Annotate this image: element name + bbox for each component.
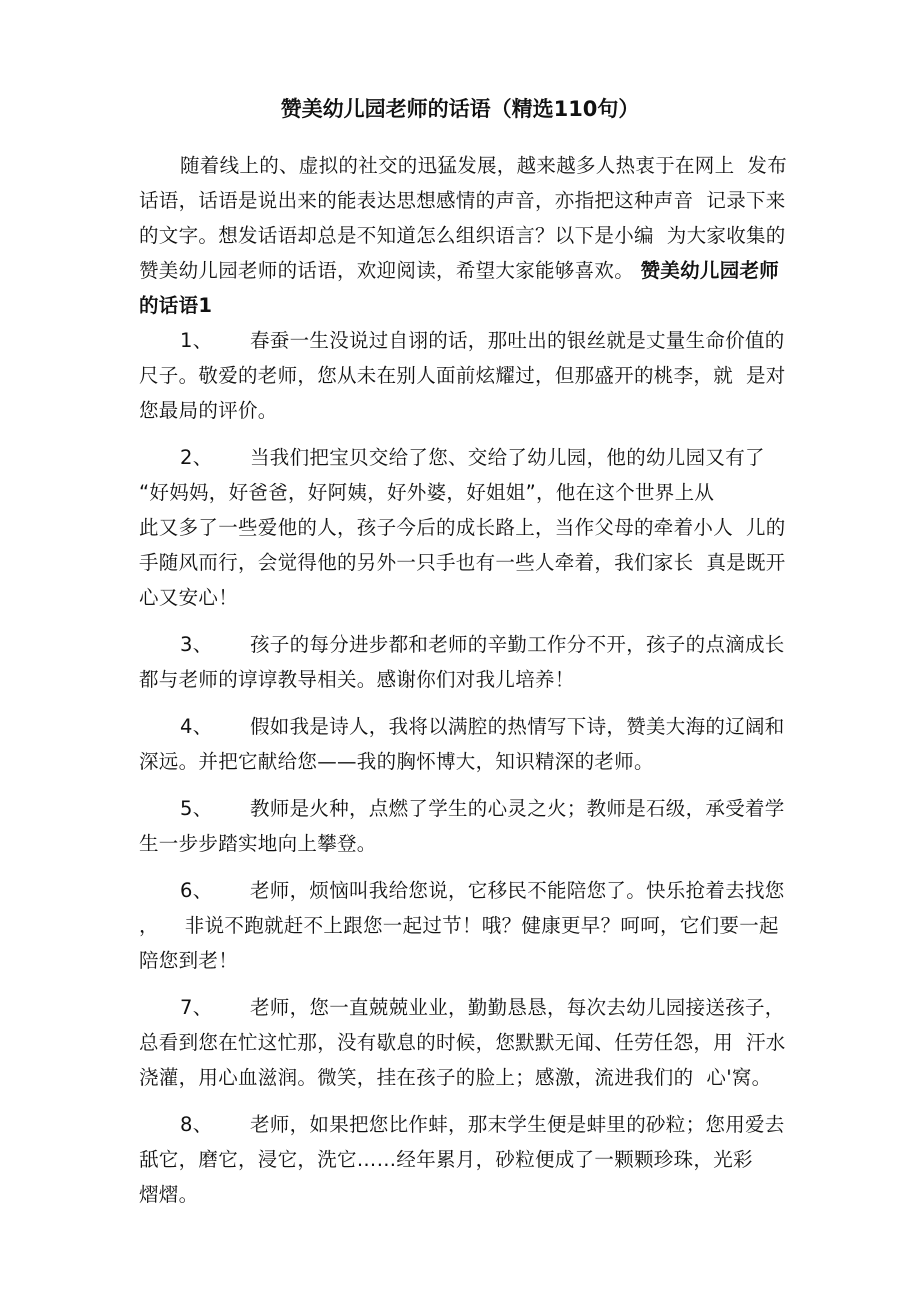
- document-title: 赞美幼儿园老师的话语（精选110句）: [280, 97, 640, 121]
- item-text: 教师是火种，点燃了学生的心灵之火；教师是石级，承受着学: [250, 797, 785, 820]
- list-item-line: “好妈妈，好爸爸，好阿姨，好外婆，好姐姐”，他在这个世界上从: [139, 481, 715, 504]
- list-item-line: 您最局的评价。: [139, 399, 278, 422]
- list-item-first-line: [139, 791, 811, 826]
- item-number: 5、: [180, 797, 213, 820]
- list-item-first-line: [139, 627, 811, 662]
- list-item-line: 尺子。敬爱的老师，您从未在别人面前炫耀过，但那盛开的桃李，就 是对: [139, 364, 786, 387]
- item-number: 7、: [180, 996, 213, 1019]
- list-item-line: 此又多了一些爱他的人，孩子今后的成长路上，当作父母的牵着小人 儿的: [139, 516, 786, 539]
- list-item-line: 深远。并把它献给您——我的胸怀博大，知识精深的老师。: [139, 750, 654, 773]
- list-item-line: 舐它，磨它，浸它，洗它……经年累月，砂粒便成了一颗颗珍珠，光彩: [139, 1148, 753, 1171]
- intro-line: 的文字。想发话语却总是不知道怎么组织语言？以下是小编 为大家收集的: [139, 224, 786, 247]
- document-body: [139, 148, 811, 1212]
- item-text: 老师，如果把您比作蚌，那末学生便是蚌里的砂粒；您用爱去: [250, 1113, 785, 1136]
- list-item-first-line: [139, 323, 811, 358]
- item-text: 老师，您一直兢兢业业，勤勤恳恳，每次去幼儿园接送孩子，: [250, 996, 785, 1019]
- item-number: 1、: [180, 329, 213, 352]
- list-item-line: 陪您到老！: [139, 949, 239, 972]
- list-item-first-line: [139, 1107, 811, 1142]
- list-item-first-line: [139, 990, 811, 1025]
- list-item-line: 生一步步踏实地向上攀登。: [139, 832, 377, 855]
- list-item-first-line: [139, 440, 811, 475]
- item-number: 2、: [180, 446, 213, 469]
- item-number: 3、: [180, 633, 213, 656]
- intro-line: [139, 253, 811, 288]
- item-text: 老师，烦恼叫我给您说，它移民不能陪您了。快乐抢着去找您: [250, 879, 785, 902]
- list-item-line: ， 非说不跑就赶不上跟您一起过节！哦？健康更早？呵呵，它们要一起: [139, 914, 779, 937]
- item-text: 孩子的每分进步都和老师的辛勤工作分不开，孩子的点滴成长: [250, 633, 785, 656]
- item-text: 假如我是诗人，我将以满腔的热情写下诗，赞美大海的辽阔和: [250, 715, 785, 738]
- item-number: 6、: [180, 879, 213, 902]
- list-item-first-line: [139, 709, 811, 744]
- list-item-line: 都与老师的谆谆教导相关。感谢你们对我儿培养！: [139, 668, 575, 691]
- list-item-line: 心又安心！: [139, 586, 239, 609]
- list-item-line: 手随风而行，会觉得他的另外一只手也有一些人牵着，我们家长 真是既开: [139, 551, 786, 574]
- item-number: 4、: [180, 715, 213, 738]
- section-heading: 的话语1: [139, 294, 213, 317]
- list-item-first-line: [139, 873, 811, 908]
- intro-line: 话语，话语是说出来的能表达思想感情的声音，亦指把这种声音 记录下来: [139, 189, 786, 212]
- list-item-line: 总看到您在忙这忙那，没有歇息的时候，您默默无闻、任劳任怨，用 汗水: [139, 1031, 786, 1054]
- section-heading-part: 赞美幼儿园老师: [640, 259, 780, 282]
- item-text: 当我们把宝贝交给了您、交给了幼儿园，他的幼儿园又有了: [250, 446, 765, 469]
- item-number: 8、: [180, 1113, 213, 1136]
- list-item-line: 熠熠。: [139, 1183, 199, 1206]
- list-item-line: 浇灌，用心血滋润。微笑，挂在孩子的脸上；感激，流进我们的 心'窝。: [139, 1066, 772, 1089]
- intro-line: 随着线上的、虚拟的社交的迅猛发展，越来越多人热衷于在网上 发布: [180, 154, 787, 177]
- item-text: 春蚕一生没说过自诩的话，那吐出的银丝就是丈量生命价值的: [250, 329, 785, 352]
- intro-text: 赞美幼儿园老师的话语，欢迎阅读，希望大家能够喜欢。: [139, 259, 641, 282]
